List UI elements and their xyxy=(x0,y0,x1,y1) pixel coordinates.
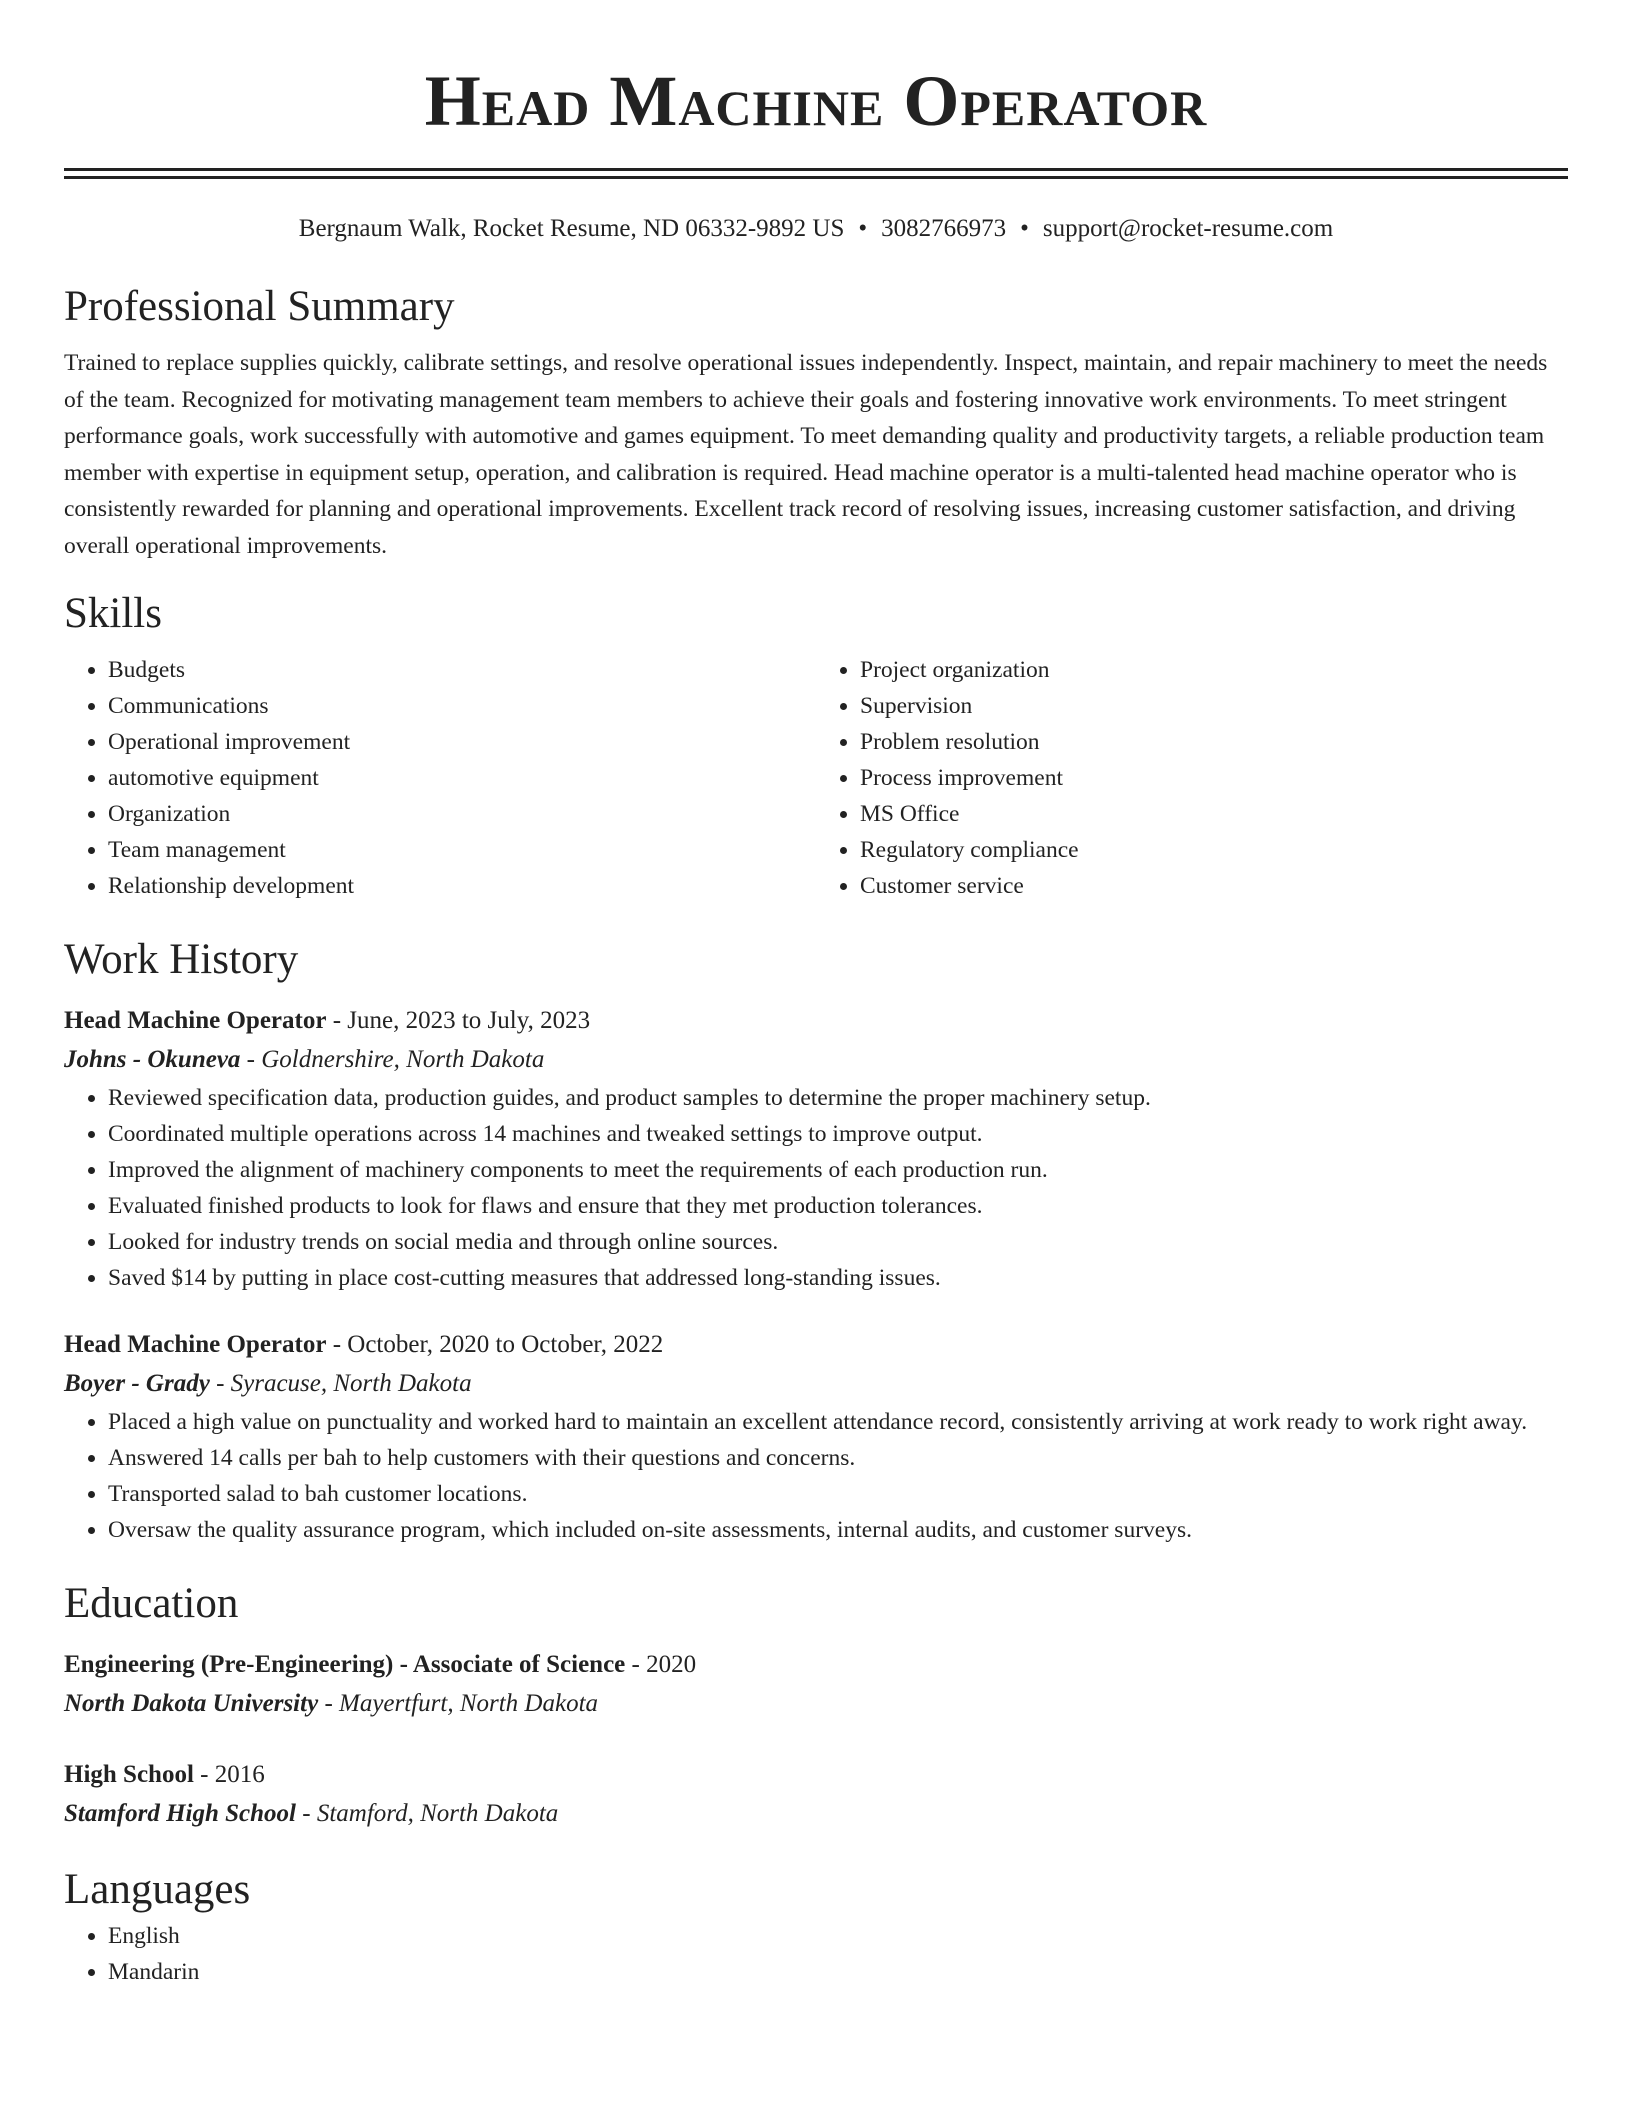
job-header xyxy=(64,1326,1568,1364)
language-item: • Mandarin xyxy=(108,1954,1568,1990)
contact-line xyxy=(64,213,1568,245)
education-entry xyxy=(64,1646,1568,1724)
education-degree: Engineering (Pre-Engineering) - Associate of Science xyxy=(64,1651,626,1678)
skill-item: • Supervision xyxy=(860,688,1568,724)
contact-email: support@rocket-resume.com xyxy=(1042,215,1334,242)
skills-right-list xyxy=(816,652,1568,904)
skills-heading: Skills xyxy=(64,590,162,637)
skill-item: • Regulatory compliance xyxy=(860,832,1568,868)
contact-separator: • xyxy=(1020,215,1029,242)
job-duty: • Answered 14 calls per bah to help customers with their questions and concerns. xyxy=(108,1440,1568,1476)
skills-left-list xyxy=(64,652,816,904)
skill-item: • Team management xyxy=(108,832,816,868)
job-dates: - October, 2020 to October, 2022 xyxy=(326,1331,664,1358)
skill-item: • Budgets xyxy=(108,652,816,688)
job-duties-list xyxy=(64,1080,1568,1296)
skill-item: • Process improvement xyxy=(860,760,1568,796)
job-location: - Syracuse, North Dakota xyxy=(209,1370,472,1397)
education-school: North Dakota University xyxy=(64,1690,319,1717)
skill-item: • Problem resolution xyxy=(860,724,1568,760)
job-duty: • Improved the alignment of machinery components to meet the requirements of each production run. xyxy=(108,1152,1568,1188)
job-entry xyxy=(64,1326,1568,1548)
job-company: Boyer - Grady xyxy=(64,1370,210,1397)
resume-title: Head Machine Operator xyxy=(424,61,1208,141)
languages-heading: Languages xyxy=(64,1866,251,1913)
job-entry xyxy=(64,1002,1568,1296)
summary-text: Trained to replace supplies quickly, calibrate settings, and resolve operational issues independently. Inspect, maintain, and repair machinery to meet the needs of the team. Recognized for motivating management team members to achieve their goals and fostering innovative work environments. To meet stringent performance goals, work successfully with automotive and games equipment. To meet demanding quality and productivity targets, a reliable production team member with expertise in equipment setup, operation, and calibration is required. Head machine operator is a multi-talented head machine operator who is consistently rewarded for planning and operational improvements. Excellent track record of resolving issues, increasing customer satisfaction, and driving overall operational improvements. xyxy=(64,350,1548,559)
skill-item: • MS Office xyxy=(860,796,1568,832)
skill-item: • Project organization xyxy=(860,652,1568,688)
job-duty: • Reviewed specification data, production guides, and product samples to determine the proper machinery setup. xyxy=(108,1080,1568,1116)
skill-item: • Operational improvement xyxy=(108,724,816,760)
education-degree-line xyxy=(64,1756,1568,1794)
job-duties-list xyxy=(64,1404,1568,1548)
work-history-heading: Work History xyxy=(64,936,299,983)
education-school-line xyxy=(64,1794,1568,1834)
skills-columns xyxy=(64,652,1568,904)
skill-item: • automotive equipment xyxy=(108,760,816,796)
job-duty: • Coordinated multiple operations across 14 machines and tweaked settings to improve output. xyxy=(108,1116,1568,1152)
job-company-line xyxy=(64,1040,1568,1080)
skill-item: • Relationship development xyxy=(108,868,816,904)
education-school: Stamford High School xyxy=(64,1800,296,1827)
education-degree-line xyxy=(64,1646,1568,1684)
education-year: - 2020 xyxy=(625,1651,697,1678)
contact-separator: • xyxy=(858,215,868,242)
languages-list xyxy=(64,1918,1568,1990)
job-duty: • Placed a high value on punctuality and worked hard to maintain an excellent attendance record, consistently arriving at work ready to work right away. xyxy=(108,1404,1568,1440)
skill-item: • Customer service xyxy=(860,868,1568,904)
job-header xyxy=(64,1002,1568,1040)
job-duty: • Looked for industry trends on social media and through online sources. xyxy=(108,1224,1568,1260)
title-double-rule xyxy=(64,168,1568,179)
job-position: Head Machine Operator xyxy=(64,1331,327,1358)
summary-heading: Professional Summary xyxy=(64,283,455,330)
job-position: Head Machine Operator xyxy=(64,1007,327,1034)
job-duty: • Evaluated finished products to look for flaws and ensure that they met production tolerances. xyxy=(108,1188,1568,1224)
education-location: - Stamford, North Dakota xyxy=(296,1800,559,1827)
skill-item: • Communications xyxy=(108,688,816,724)
education-location: - Mayertfurt, North Dakota xyxy=(318,1690,599,1717)
education-degree: High School xyxy=(64,1761,194,1788)
contact-address: Bergnaum Walk, Rocket Resume, ND 06332-9892 US xyxy=(298,215,845,242)
job-duty: • Transported salad to bah customer locations. xyxy=(108,1476,1568,1512)
education-entry xyxy=(64,1756,1568,1834)
job-duty: • Saved $14 by putting in place cost-cutting measures that addressed long-standing issues. xyxy=(108,1260,1568,1296)
skill-item: • Organization xyxy=(108,796,816,832)
education-school-line xyxy=(64,1684,1568,1724)
job-duty: • Oversaw the quality assurance program, which included on-site assessments, internal audits, and customer surveys. xyxy=(108,1512,1568,1548)
job-location: - Goldnershire, North Dakota xyxy=(240,1046,545,1073)
language-item: • English xyxy=(108,1918,1568,1954)
contact-phone: 3082766973 xyxy=(881,215,1007,242)
education-year: - 2016 xyxy=(193,1761,265,1788)
job-dates: - June, 2023 to July, 2023 xyxy=(326,1007,591,1034)
job-company: Johns - Okuneva xyxy=(64,1046,241,1073)
education-heading: Education xyxy=(64,1580,239,1627)
job-company-line xyxy=(64,1364,1568,1404)
